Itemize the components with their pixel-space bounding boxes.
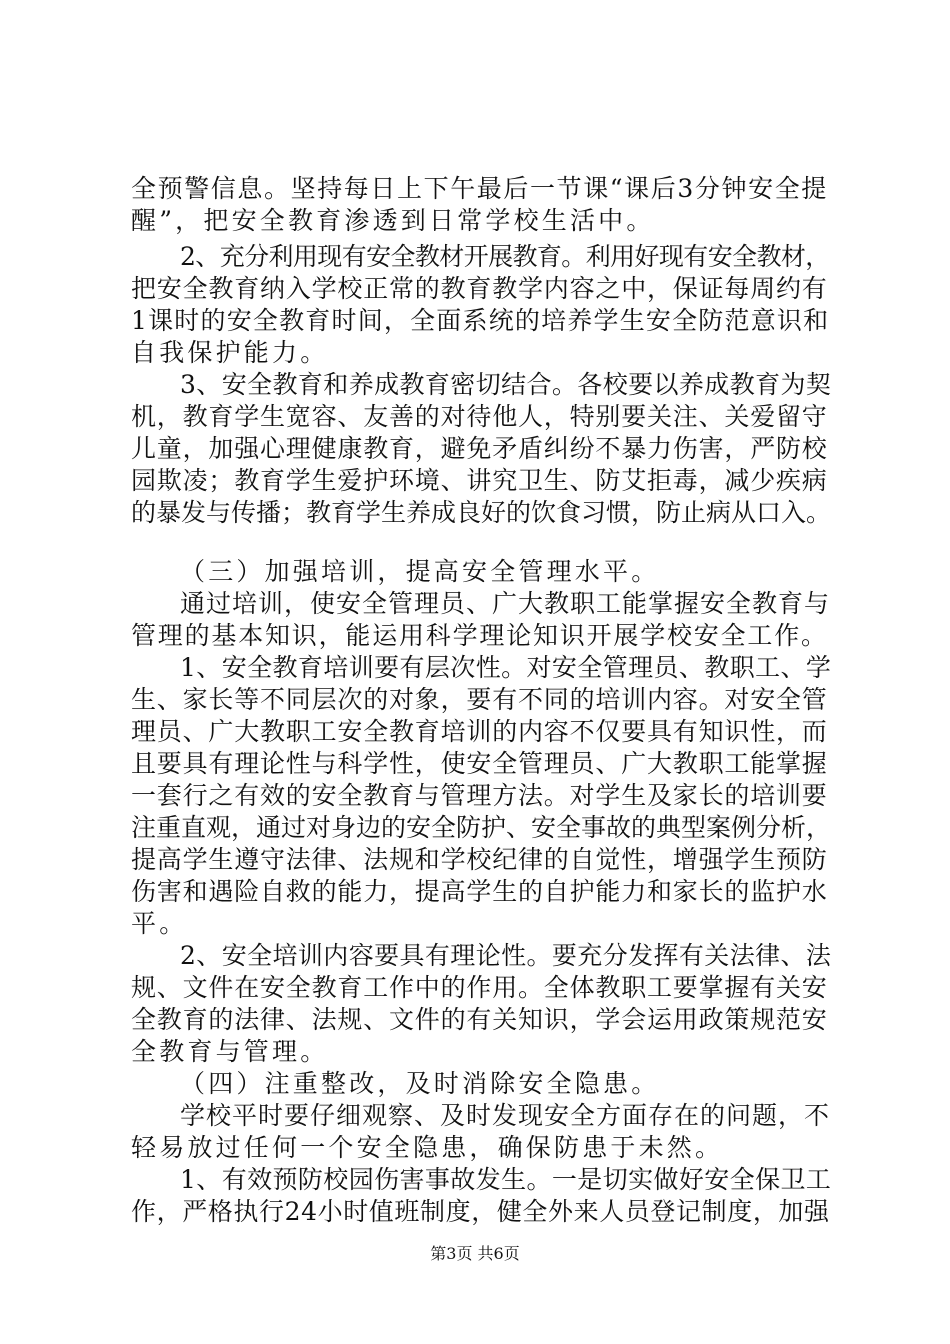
text-line: 1、有效预防校园伤害事故发生。一是切实做好安全保卫工 — [180, 1165, 832, 1194]
text-line: 学校平时要仔细观察、及时发现安全方面存在的问题，不 — [180, 1101, 831, 1130]
section-heading: （三）加强培训，提高安全管理水平。 — [180, 557, 660, 586]
section-heading: （四）注重整改，及时消除安全隐患。 — [180, 1069, 660, 1098]
text-line: 通过培训，使安全管理员、广大教职工能掌握安全教育与 — [180, 589, 831, 618]
text-line: 1、安全教育培训要有层次性。对安全管理员、教职工、学 — [180, 653, 832, 682]
text-line: 自我保护能力。 — [131, 338, 329, 367]
text-line: 醒”，把安全教育渗透到日常学校生活中。 — [131, 206, 655, 235]
text-line: 理员、广大教职工安全教育培训的内容不仅要具有知识性，而 — [131, 717, 828, 746]
text-line: 全预警信息。坚持每日上下午最后一节课“课后3分钟安全提 — [131, 174, 828, 203]
text-line: 的暴发与传播；教育学生养成良好的饮食习惯，防止病从口入。 — [131, 498, 832, 527]
text-line: 一套行之有效的安全教育与管理方法。对学生及家长的培训要 — [131, 781, 828, 810]
text-line: 轻易放过任何一个安全隐患，确保防患于未然。 — [131, 1133, 724, 1162]
text-line: 2、充分利用现有安全教材开展教育。利用好现有安全教材， — [180, 242, 830, 271]
text-line: 机，教育学生宽容、友善的对待他人，特别要关注、关爱留守 — [131, 402, 828, 431]
text-line: 1课时的安全教育时间，全面系统的培养学生安全防范意识和 — [131, 306, 830, 335]
text-line: 全教育与管理。 — [131, 1037, 329, 1066]
text-line: 把安全教育纳入学校正常的教育教学内容之中，保证每周约有 — [131, 274, 828, 303]
text-line: 且要具有理论性与科学性，使安全管理员、广大教职工能掌握 — [131, 749, 828, 778]
page-footer: 第3页 共6页 — [430, 1244, 520, 1263]
text-line: 提高学生遵守法律、法规和学校纪律的自觉性，增强学生预防 — [131, 845, 828, 874]
text-line: 2、安全培训内容要具有理论性。要充分发挥有关法律、法 — [180, 941, 832, 970]
text-line: 平。 — [131, 909, 188, 938]
text-line: 伤害和遇险自救的能力，提高学生的自护能力和家长的监护水 — [131, 877, 828, 906]
text-line: 全教育的法律、法规、文件的有关知识，学会运用政策规范安 — [131, 1005, 828, 1034]
text-line: 儿童，加强心理健康教育，避免矛盾纠纷不暴力伤害，严防校 — [131, 434, 828, 463]
text-line: 注重直观，通过对身边的安全防护、安全事故的典型案例分析， — [131, 813, 832, 842]
text-line: 3、安全教育和养成教育密切结合。各校要以养成教育为契 — [180, 370, 832, 399]
text-line: 管理的基本知识，能运用科学理论知识开展学校安全工作。 — [131, 621, 828, 650]
text-line: 生、家长等不同层次的对象，要有不同的培训内容。对安全管 — [131, 685, 828, 714]
text-line: 园欺凌；教育学生爱护环境、讲究卫生、防艾拒毒，减少疾病 — [131, 466, 828, 495]
text-line: 作，严格执行24小时值班制度，健全外来人员登记制度，加强 — [131, 1197, 830, 1226]
text-line: 规、文件在安全教育工作中的作用。全体教职工要掌握有关安 — [131, 973, 828, 1002]
